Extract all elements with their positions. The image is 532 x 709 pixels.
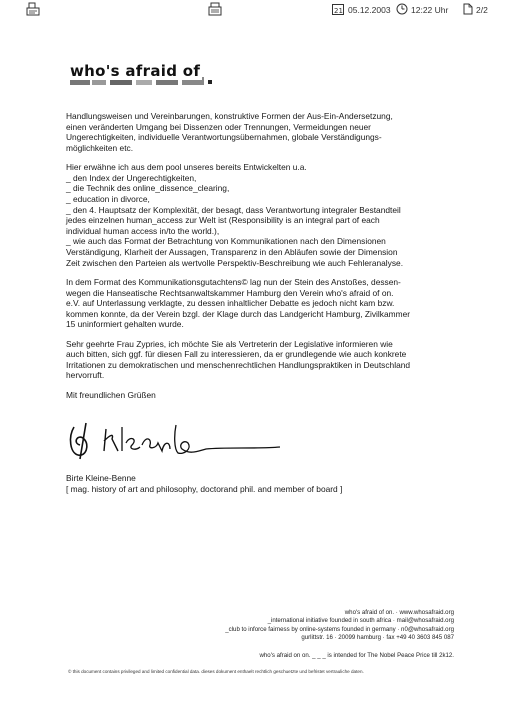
clock-icon [396,2,408,20]
text-line: 15 uninformiert gehalten wurde. [66,319,184,330]
fax-machine-icon [208,2,222,21]
footer-line: who's afraid of on. · www.whosafraid.org [344,609,454,616]
signer-title: [ mag. history of art and philosophy, doctorand phil. and member of board ] [66,483,343,494]
text-line: Handlungsweisen und Vereinbarungen, konstruktive Formen der Aus-Ein-Andersetzung, [66,111,393,121]
text-line: kommen konnte, da der Verein bzgl. der Klage durch das Landgericht Hamburg, Zivilkammer [66,308,411,319]
fax-page: 2/2 [476,5,488,15]
fax-header [0,0,532,22]
svg-text:21: 21 [334,7,343,15]
paragraph-2 [66,162,476,268]
text-line: _ wie auch das Format der Betrachtung von Kommunikationen nach den Dimensionen [66,236,386,247]
logo [68,62,228,94]
text-line: wegen die Hanseatische Rechtsanwaltskammer Hamburg den Verein who's afraid of on. [66,287,394,298]
text-line: In dem Format des Kommunikationsgutachtens© lag nun der Stein des Anstoßes, dessen- [66,276,401,287]
date-stamp-icon [332,2,344,20]
text-line: jedes einzelnen human_access zur Welt ist (Responsibility is an integral part of each [66,215,380,226]
text-line: Verständigung, Klarheit der Aussagen, Transparenz in den Abläufen sowie der Dimension [66,246,398,257]
text-line: Irritationen zu demokratischen und menschenrechtlichen Handlungspraktiken in Deutschland [66,359,411,370]
signer-block [66,473,342,494]
text-line: Ungerechtigkeiten, individuelle Verantwortungsübernahmen, globale Verständigungs- [66,132,382,143]
text-line: _ education in divorce, [66,193,150,204]
text-line: Hier erwähne ich aus dem pool unseres bereits Entwickelten u.a. [66,162,307,173]
text-line: einen veränderten Umgang bei Dissenzen oder Trennungen, Vermeidungen neuer [66,121,371,132]
footer-contact [225,609,454,642]
letter-body [66,111,476,409]
footer-line: _club to inforce fairness by online-systems founded in germany · n0@whosafraid.org [225,625,454,633]
text-line: hervorruft. [66,370,105,381]
logo-text: who's afraid of [70,62,201,80]
paragraph-4 [66,339,476,381]
text-line: _ den Index der Ungerechtigkeiten, [66,172,197,183]
text-line: Sehr geehrte Frau Zypries, ich möchte Sie als Vertreterin der Legislative informieren wie [66,338,393,349]
text-line: individual human access in/to the world.), [66,225,220,236]
signature [66,415,296,470]
fax-machine-icon [26,2,40,21]
closing [66,390,476,401]
page-icon [463,2,473,20]
footer-line: gurlittstr. 16 · 20099 hamburg · fax +49 40 3603 845 087 [301,633,454,641]
nobel-note: who's afraid on on. _ _ _ is intended for The Nobel Peace Price till 2k12. [259,652,454,659]
fax-time: 12:22 Uhr [411,5,449,15]
fax-date: 05.12.2003 [348,5,391,15]
signer-name: Birte Kleine-Benne [66,473,136,483]
text-line: Mit freundlichen Grüßen [66,389,156,400]
text-line: Zeit zwischen den Parteien als wertvolle Perspektiv-Beschreibung wie auch Fehleranalyse. [66,257,404,268]
footer-line: _international initiative founded in south africa · mail@whosafraid.org [267,617,454,625]
paragraph-3 [66,277,476,330]
confidentiality-disclaimer: © this document contains privileged and limited confidential data. dieses dokument enthaelt rechtlich geschuetzte und befristet vertrauliche daten. [68,669,364,674]
paragraph-1 [66,111,476,153]
text-line: _ die Technik des online_dissence_clearing, [66,183,230,194]
text-line: e.V. auf Unterlassung verklagte, zu dessen inhaltlicher Debatte es jedoch nicht kam bzw. [66,298,395,309]
text-line: _ den 4. Hauptsatz der Komplexität, der besagt, dass Verantwortung integraler Bestandteil [66,204,401,215]
text-line: möglichkeiten etc. [66,142,134,153]
text-line: auch bitten, sich ggf. für diesen Fall zu interessieren, da er grundlegende wie auch konkrete [66,349,407,360]
